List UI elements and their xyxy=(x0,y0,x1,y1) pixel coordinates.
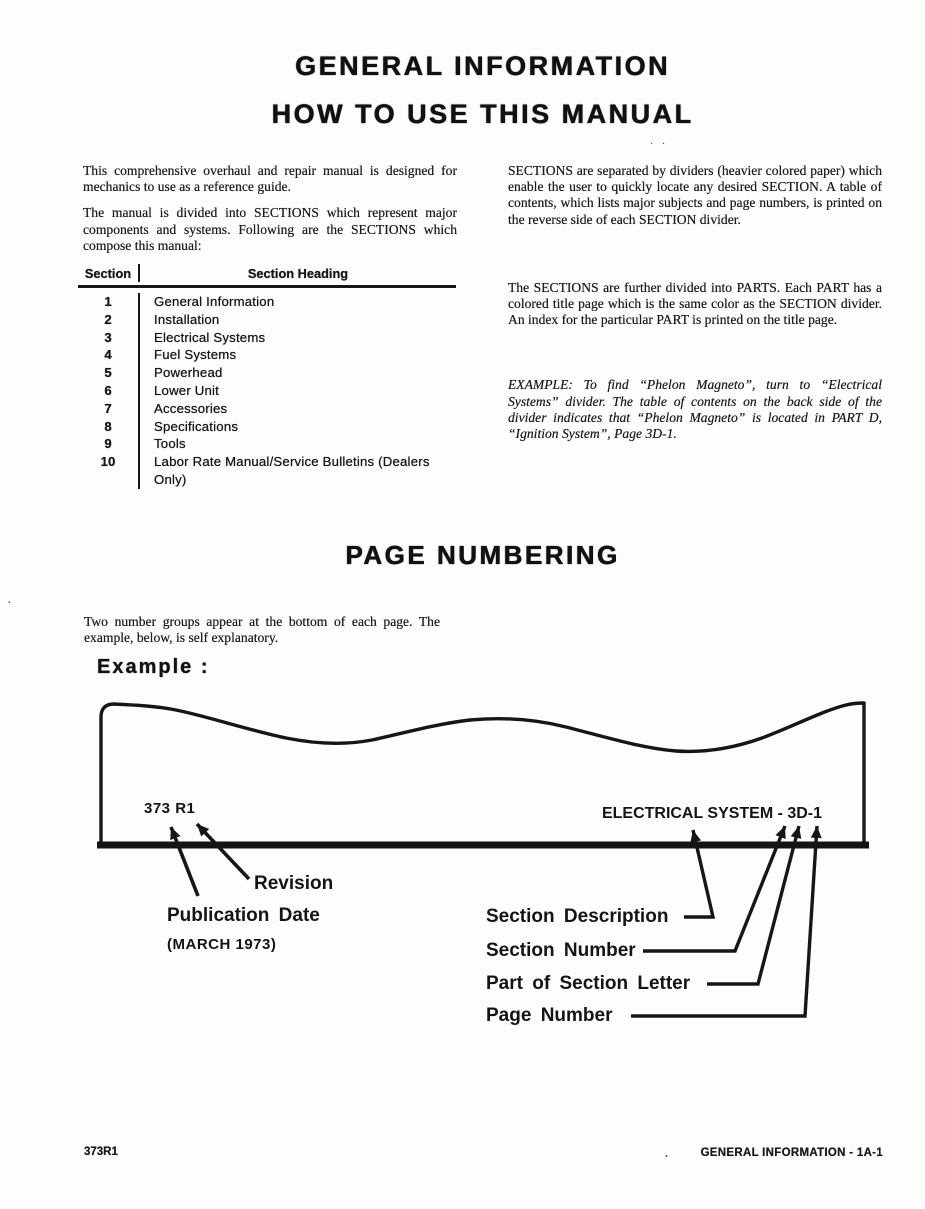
torn-page-outline xyxy=(101,703,864,846)
publication-date-value: (MARCH 1973) xyxy=(167,936,277,953)
example-note: EXAMPLE: To find “Phelon Magneto”, turn to “Electrical Systems” divider. The table of contents on the back side of the divider indicates that “Phelon Magneto” is located in PART D, “Ignition System”, Page 3D-1. xyxy=(508,377,882,442)
sample-left-code: 373 R1 xyxy=(144,800,196,817)
table-row xyxy=(78,400,456,418)
section-heading-cell: Specifications xyxy=(138,418,456,436)
intro-right-column xyxy=(508,160,882,452)
section-number-cell: 1 xyxy=(104,294,112,310)
table-row xyxy=(78,435,456,453)
section-heading-cell: Fuel Systems xyxy=(138,346,456,364)
table-row xyxy=(78,453,456,487)
example-label: Example : xyxy=(97,656,210,678)
section-heading-cell: Lower Unit xyxy=(138,382,456,400)
section-heading-cell: Installation xyxy=(138,311,456,329)
section-number-cell: 5 xyxy=(104,365,112,381)
column-header-section-heading: Section Heading xyxy=(138,264,456,282)
section-heading-cell: Electrical Systems xyxy=(138,329,456,347)
part-of-section-letter-label: Part of Section Letter xyxy=(486,973,691,994)
table-row xyxy=(78,311,456,329)
sections-table-header xyxy=(78,264,456,288)
revision-label: Revision xyxy=(254,873,334,894)
section-description-label: Section Description xyxy=(486,906,669,927)
table-row xyxy=(78,418,456,436)
page-title: GENERAL INFORMATION xyxy=(295,51,670,81)
section-number-cell: 2 xyxy=(104,311,112,327)
section-heading-cell: General Information xyxy=(138,293,456,311)
publication-date-label: Publication Date xyxy=(167,905,320,926)
intro-paragraph-3: SECTIONS are separated by dividers (heavier colored paper) which enable the user to quickly locate any desired SECTION. A table of contents, which lists major subjects and page numbers, is printed on the reverse side of each SECTION divider. xyxy=(508,163,882,227)
section-number-label: Section Number xyxy=(486,940,636,961)
intro-paragraph-4: The SECTIONS are further divided into PARTS. Each PART has a colored title page which is the same color as the SECTION divider. An index for the particular PART is printed on the title page. xyxy=(508,279,882,328)
section-number-cell: 6 xyxy=(104,383,112,398)
intro-paragraph-2: The manual is divided into SECTIONS which represent major components and systems. Following are the SECTIONS which compose this manual: xyxy=(83,205,457,253)
section-number-cell: 3 xyxy=(104,329,112,345)
section-number-cell: 10 xyxy=(100,454,116,470)
section-heading-cell: Tools xyxy=(138,435,456,453)
intro-paragraph-1: This comprehensive overhaul and repair manual is designed for mechanics to use as a reference guide. xyxy=(83,163,457,195)
page-subtitle: HOW TO USE THIS MANUAL xyxy=(271,99,694,129)
sample-right-code: ELECTRICAL SYSTEM - 3D-1 xyxy=(602,805,823,822)
scan-artifact-dots: · · xyxy=(650,139,669,150)
section-number-cell: 4 xyxy=(104,347,112,363)
section-number-cell: 7 xyxy=(104,400,112,416)
section-title-page-numbering: PAGE NUMBERING xyxy=(345,540,620,570)
table-row xyxy=(78,293,456,311)
section-number-cell: 8 xyxy=(104,418,112,434)
page-numbering-intro: Two number groups appear at the bottom of each page. The example, below, is self explanatory. xyxy=(84,613,440,645)
table-row xyxy=(78,329,456,347)
section-heading-cell: Powerhead xyxy=(138,364,456,382)
intro-left-column xyxy=(83,160,457,487)
sections-table xyxy=(78,264,456,487)
footer-revision-code: 373R1 xyxy=(84,1146,118,1158)
footer-page-id: GENERAL INFORMATION - 1A-1 xyxy=(700,1147,883,1159)
page-numbering-diagram xyxy=(80,690,892,1040)
table-row xyxy=(78,364,456,382)
scan-artifact-footer-dot: . xyxy=(665,1146,668,1160)
column-header-section: Section xyxy=(84,265,132,281)
table-row xyxy=(78,382,456,400)
section-number-cell: 9 xyxy=(104,436,112,452)
table-row xyxy=(78,346,456,364)
page-number-label: Page Number xyxy=(486,1005,613,1026)
section-heading-cell: Accessories xyxy=(138,400,456,418)
scan-artifact-margin-dot: · xyxy=(7,596,12,611)
section-heading-cell: Labor Rate Manual/Service Bulletins (Dealers Only) xyxy=(138,453,456,489)
sections-table-body xyxy=(78,288,456,487)
